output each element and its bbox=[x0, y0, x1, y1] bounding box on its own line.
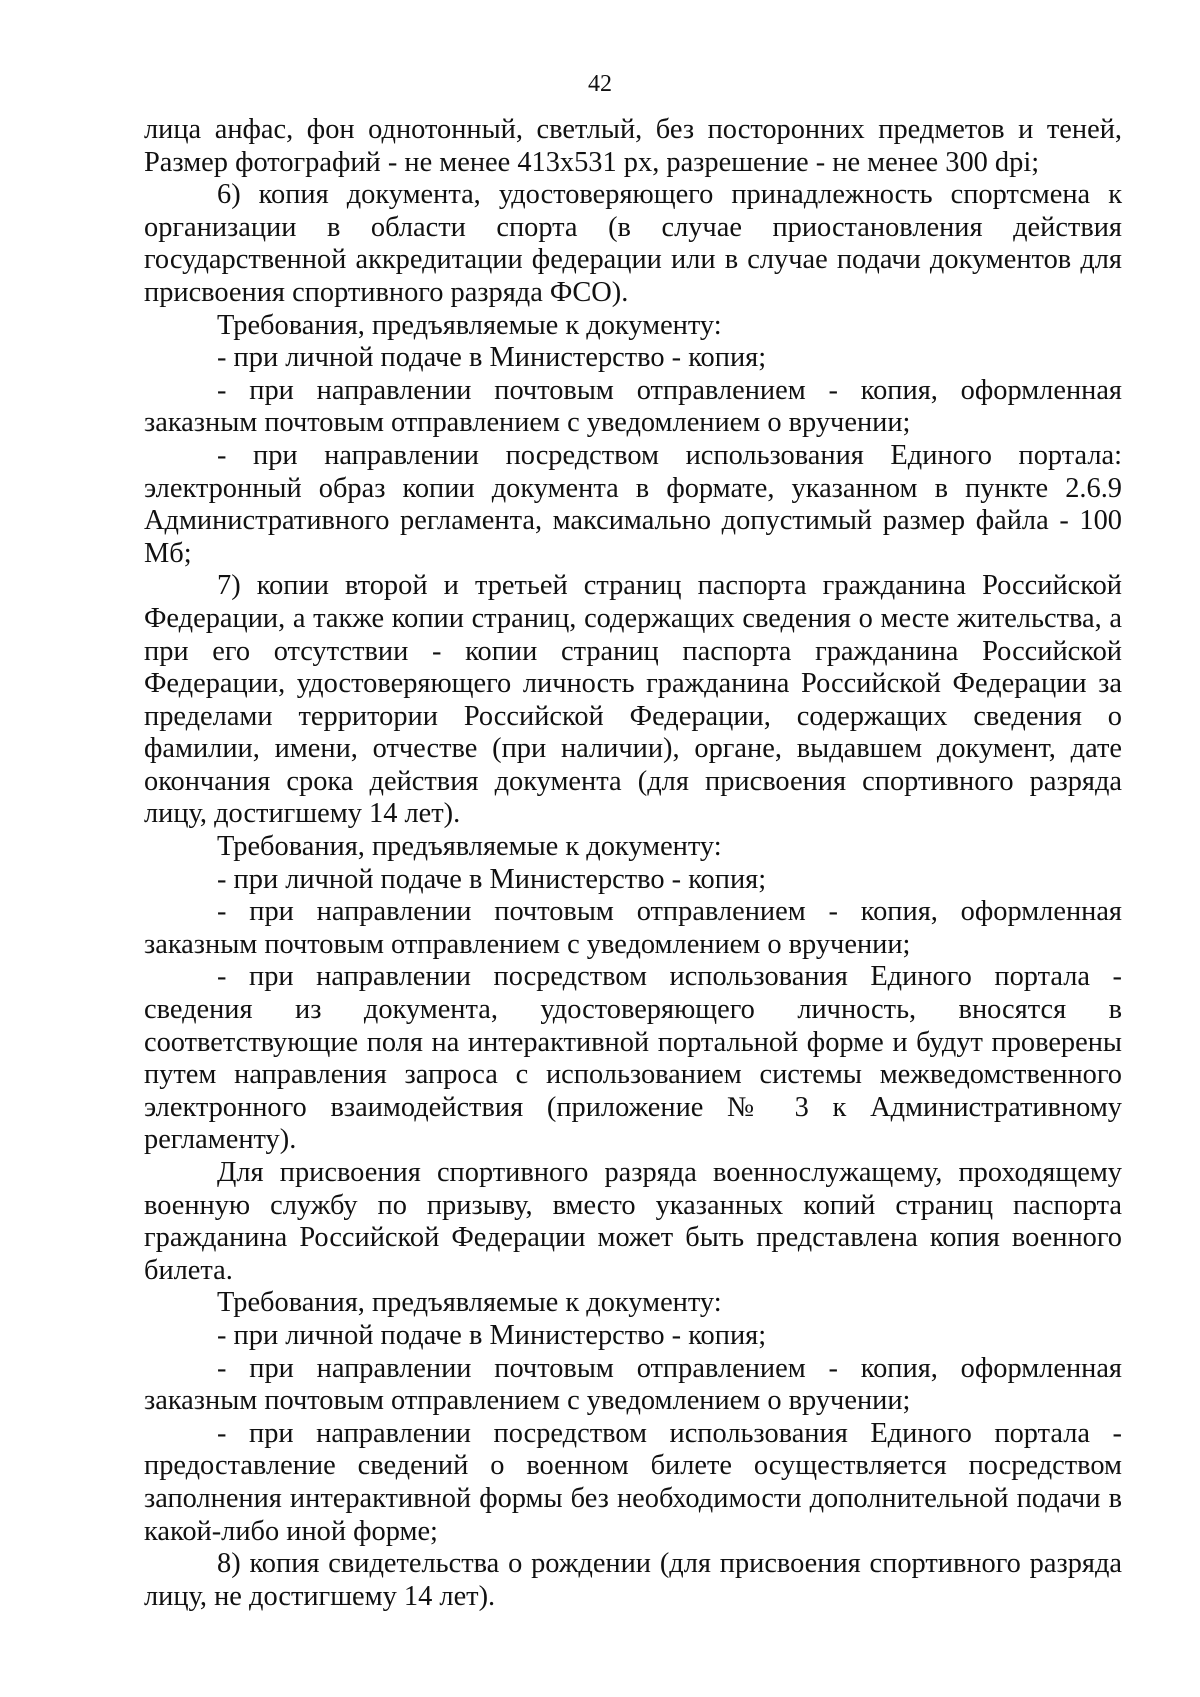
paragraph-photo-requirements: лица анфас, фон однотонный, светлый, без посторонних предметов и теней, Размер фотографий - не менее 413х531 px, разрешение - не менее 300 dpi; bbox=[144, 114, 1122, 178]
paragraph-item-7: 7) копии второй и третьей страниц паспорта гражданина Российской Федерации, а также копии страниц, содержащих сведения о месте жительства, а при его отсутствии - копии страниц паспорта гражданина Российской Федерации, удостоверяющего личность гражданина Российской Федерации за пределами территории Российской Федерации, содержащих сведения о фамилии, имени, отчестве (при наличии), органе, выдавшем документ, дате окончания срока действия документа (для присвоения спортивного разряда лицу, достигшему 14 лет). bbox=[144, 570, 1122, 830]
paragraph-requirements-heading: Требования, предъявляемые к документу: bbox=[217, 1287, 722, 1319]
paragraph-portal-submission: - при направлении посредством использования Единого портала - предоставление сведений о военном билете осуществляется посредством заполнения интерактивной формы без необходимости дополнительной подачи в какой-либо иной форме; bbox=[144, 1417, 1122, 1547]
paragraph-postal-submission: - при направлении почтовым отправлением - копия, оформленная заказным почтовым отправлением с уведомлением о вручении; bbox=[144, 374, 1122, 439]
paragraph-personal-submission: - при личной подаче в Министерство - копия; bbox=[217, 863, 767, 895]
paragraph-military-service: Для присвоения спортивного разряда военнослужащему, проходящему военную службу по призыву, вместо указанных копий страниц паспорта гражданина Российской Федерации может быть представлена копия военного билета. bbox=[144, 1157, 1122, 1286]
paragraph-postal-submission: - при направлении почтовым отправлением - копия, оформленная заказным почтовым отправлением с уведомлением о вручении; bbox=[144, 1352, 1122, 1417]
document-body bbox=[144, 114, 1122, 1613]
paragraph-item-8: 8) копия свидетельства о рождении (для присвоения спортивного разряда лицу, не достигшему 14 лет). bbox=[144, 1548, 1122, 1612]
paragraph-requirements-heading: Требования, предъявляемые к документу: bbox=[217, 309, 722, 341]
paragraph-portal-submission: - при направлении посредством использования Единого портала - сведения из документа, удостоверяющего личность, вносятся в соответствующие поля на интерактивной портальной форме и будут проверены путем направления запроса с использованием системы межведомственного электронного взаимодействия (приложение № 3 к Административному регламенту). bbox=[144, 961, 1122, 1156]
paragraph-personal-submission: - при личной подаче в Министерство - копия; bbox=[217, 342, 767, 374]
paragraph-postal-submission: - при направлении почтовым отправлением - копия, оформленная заказным почтовым отправлением с уведомлением о вручении; bbox=[144, 896, 1122, 960]
paragraph-portal-submission: - при направлении посредством использования Единого портала: электронный образ копии документа в формате, указанном в пункте 2.6.9 Административного регламента, максимально допустимый размер файла - 100 Мб; bbox=[144, 439, 1122, 569]
paragraph-requirements-heading: Требования, предъявляемые к документу: bbox=[217, 831, 722, 863]
paragraph-personal-submission: - при личной подаче в Министерство - копия; bbox=[217, 1319, 767, 1351]
page-number: 42 bbox=[588, 71, 612, 97]
paragraph-item-6: 6) копия документа, удостоверяющего принадлежность спортсмена к организации в области спорта (в случае приостановления действия государственной аккредитации федерации или в случае подачи документов для присвоения спортивного разряда ФСО). bbox=[144, 179, 1122, 308]
